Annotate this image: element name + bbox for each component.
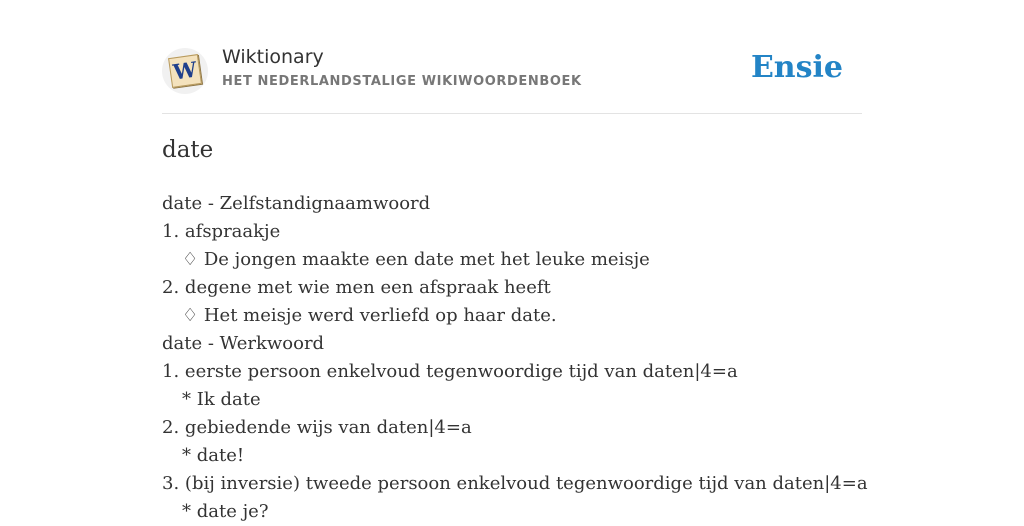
section-heading: date - Werkwoord [162,333,325,354]
site-tagline: HET NEDERLANDSTALIGE WIKIWOORDENBOEK [222,74,582,89]
sense-item [162,218,862,246]
section-heading: date - Zelfstandignaamwoord [162,193,431,214]
sense-text: eerste persoon enkelvoud tegenwoordige tijd van daten|4=a [184,361,738,382]
logo-tile [168,54,202,88]
logo-letter: W [171,56,199,85]
sense-example [162,442,862,470]
sense-item [162,470,868,498]
sense-example [162,302,862,330]
example-text: ♢ De jongen maakte een date met het leuke meisje [182,249,650,270]
sense-number: 1. [162,221,180,242]
sense-item [162,358,862,386]
sense-number: 3. [162,473,180,494]
sense-number: 2. [162,277,180,298]
definition-content [162,190,868,526]
sense-number: 1. [162,361,180,382]
sense-example [162,246,862,274]
example-text: * Ik date [182,389,261,410]
site-header [162,44,862,96]
site-name[interactable]: Wiktionary [222,46,324,68]
sense-text: gebiedende wijs van daten|4=a [184,417,472,438]
sense-item [162,414,862,442]
sense-text: (bij inversie) tweede persoon enkelvoud tegenwoordige tijd van daten|4=a [184,473,868,494]
sense-text: afspraakje [184,221,281,242]
example-text: * date! [182,445,245,466]
ensie-brand-logo[interactable]: Ensie [750,50,843,85]
example-text: ♢ Het meisje werd verliefd op haar date. [182,305,557,326]
sense-item [162,274,862,302]
sense-text: degene met wie men een afspraak heeft [184,277,551,298]
wiktionary-logo-icon[interactable] [162,48,208,94]
page-title: date [162,137,214,163]
sense-example [162,386,862,414]
header-divider [162,113,862,114]
example-text: * date je? [182,501,269,522]
sense-example [162,498,862,526]
sense-number: 2. [162,417,180,438]
